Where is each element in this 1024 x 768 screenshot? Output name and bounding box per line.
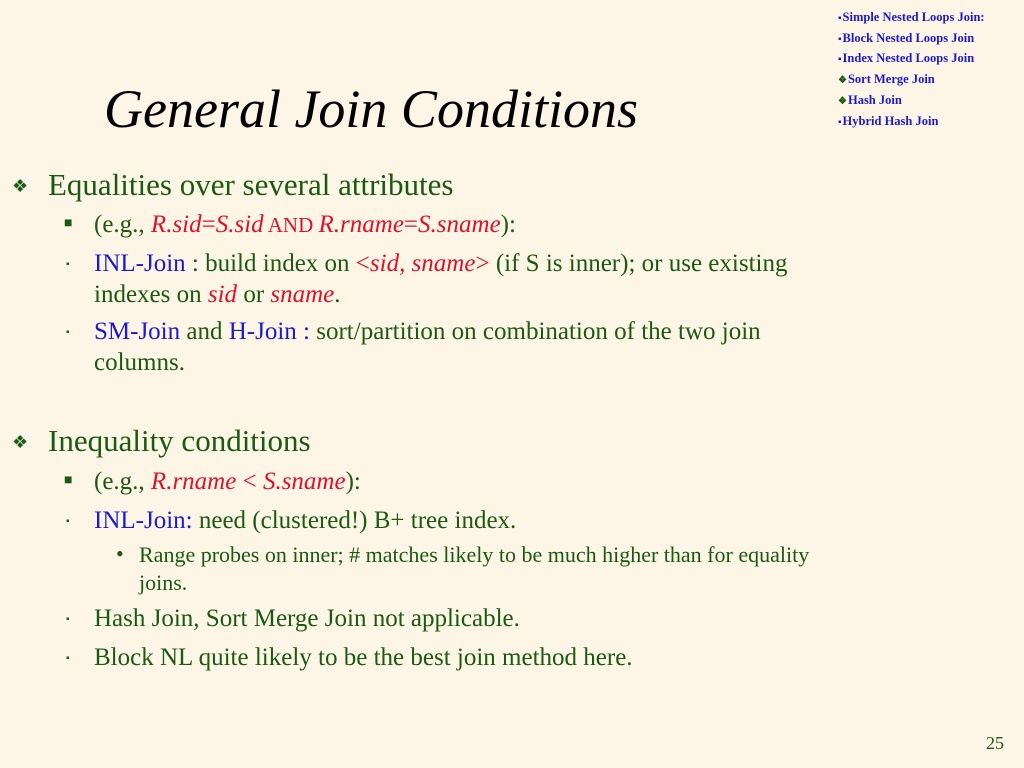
inequality-hash-sort-merge: Hash Join, Sort Merge Join not applicable. — [94, 605, 520, 632]
square-bullet-icon: ▪ — [66, 327, 70, 338]
bullet-inequality: Inequality conditions — [48, 423, 311, 458]
nav-item-label: Hash Join — [847, 92, 902, 107]
page-number: 25 — [986, 733, 1004, 753]
equalities-inl-join: INL-Join : build index on <sid, sname> (if S is inner); or use existing — [94, 250, 788, 277]
slide-title: General Join Conditions — [104, 79, 638, 139]
square-bullet-icon: ▪ — [838, 54, 842, 66]
diamond-bullet-icon: ❖ — [12, 432, 29, 452]
diamond-bullet-icon: ❖ — [838, 95, 847, 107]
equalities-sm-h-join: SM-Join and H-Join : sort/partition on combination of the two join — [94, 318, 761, 345]
square-bullet-icon: ■ — [64, 473, 73, 488]
equalities-inl-join-cont: indexes on sid or sname. — [94, 281, 341, 308]
bullet-equalities: Equalities over several attributes — [48, 167, 454, 202]
round-bullet-icon: • — [116, 541, 124, 566]
inequality-inl-join: INL-Join: need (clustered!) B+ tree index. — [94, 507, 517, 534]
equalities-sm-h-join-cont: columns. — [94, 349, 185, 376]
inequality-block-nl: Block NL quite likely to be the best join method here. — [94, 644, 633, 671]
square-bullet-icon: ▪ — [66, 614, 70, 625]
square-bullet-icon: ▪ — [66, 516, 70, 527]
diamond-bullet-icon: ❖ — [838, 75, 847, 87]
square-bullet-icon: ▪ — [66, 653, 70, 664]
inequality-range-probes: Range probes on inner; # matches likely to be much higher than for equality — [139, 542, 810, 567]
square-bullet-icon: ■ — [64, 216, 73, 231]
inequality-example: (e.g., R.rname < S.sname): — [94, 468, 361, 495]
square-bullet-icon: ▪ — [838, 116, 842, 128]
nav-item-label: Hybrid Hash Join — [842, 113, 939, 128]
nav-item-label: Block Nested Loops Join — [842, 30, 975, 45]
nav-item-label: Index Nested Loops Join — [842, 51, 975, 66]
square-bullet-icon: ▪ — [66, 259, 70, 270]
equalities-example: (e.g., R.sid=S.sid AND R.rname=S.sname): — [94, 211, 516, 238]
inequality-range-probes-cont: joins. — [139, 570, 188, 595]
diamond-bullet-icon: ❖ — [12, 176, 29, 196]
square-bullet-icon: ▪ — [838, 33, 842, 45]
square-bullet-icon: ▪ — [838, 13, 842, 24]
nav-item-label: Sort Merge Join — [847, 72, 935, 87]
nav-item-label: Simple Nested Loops Join: — [842, 10, 985, 24]
